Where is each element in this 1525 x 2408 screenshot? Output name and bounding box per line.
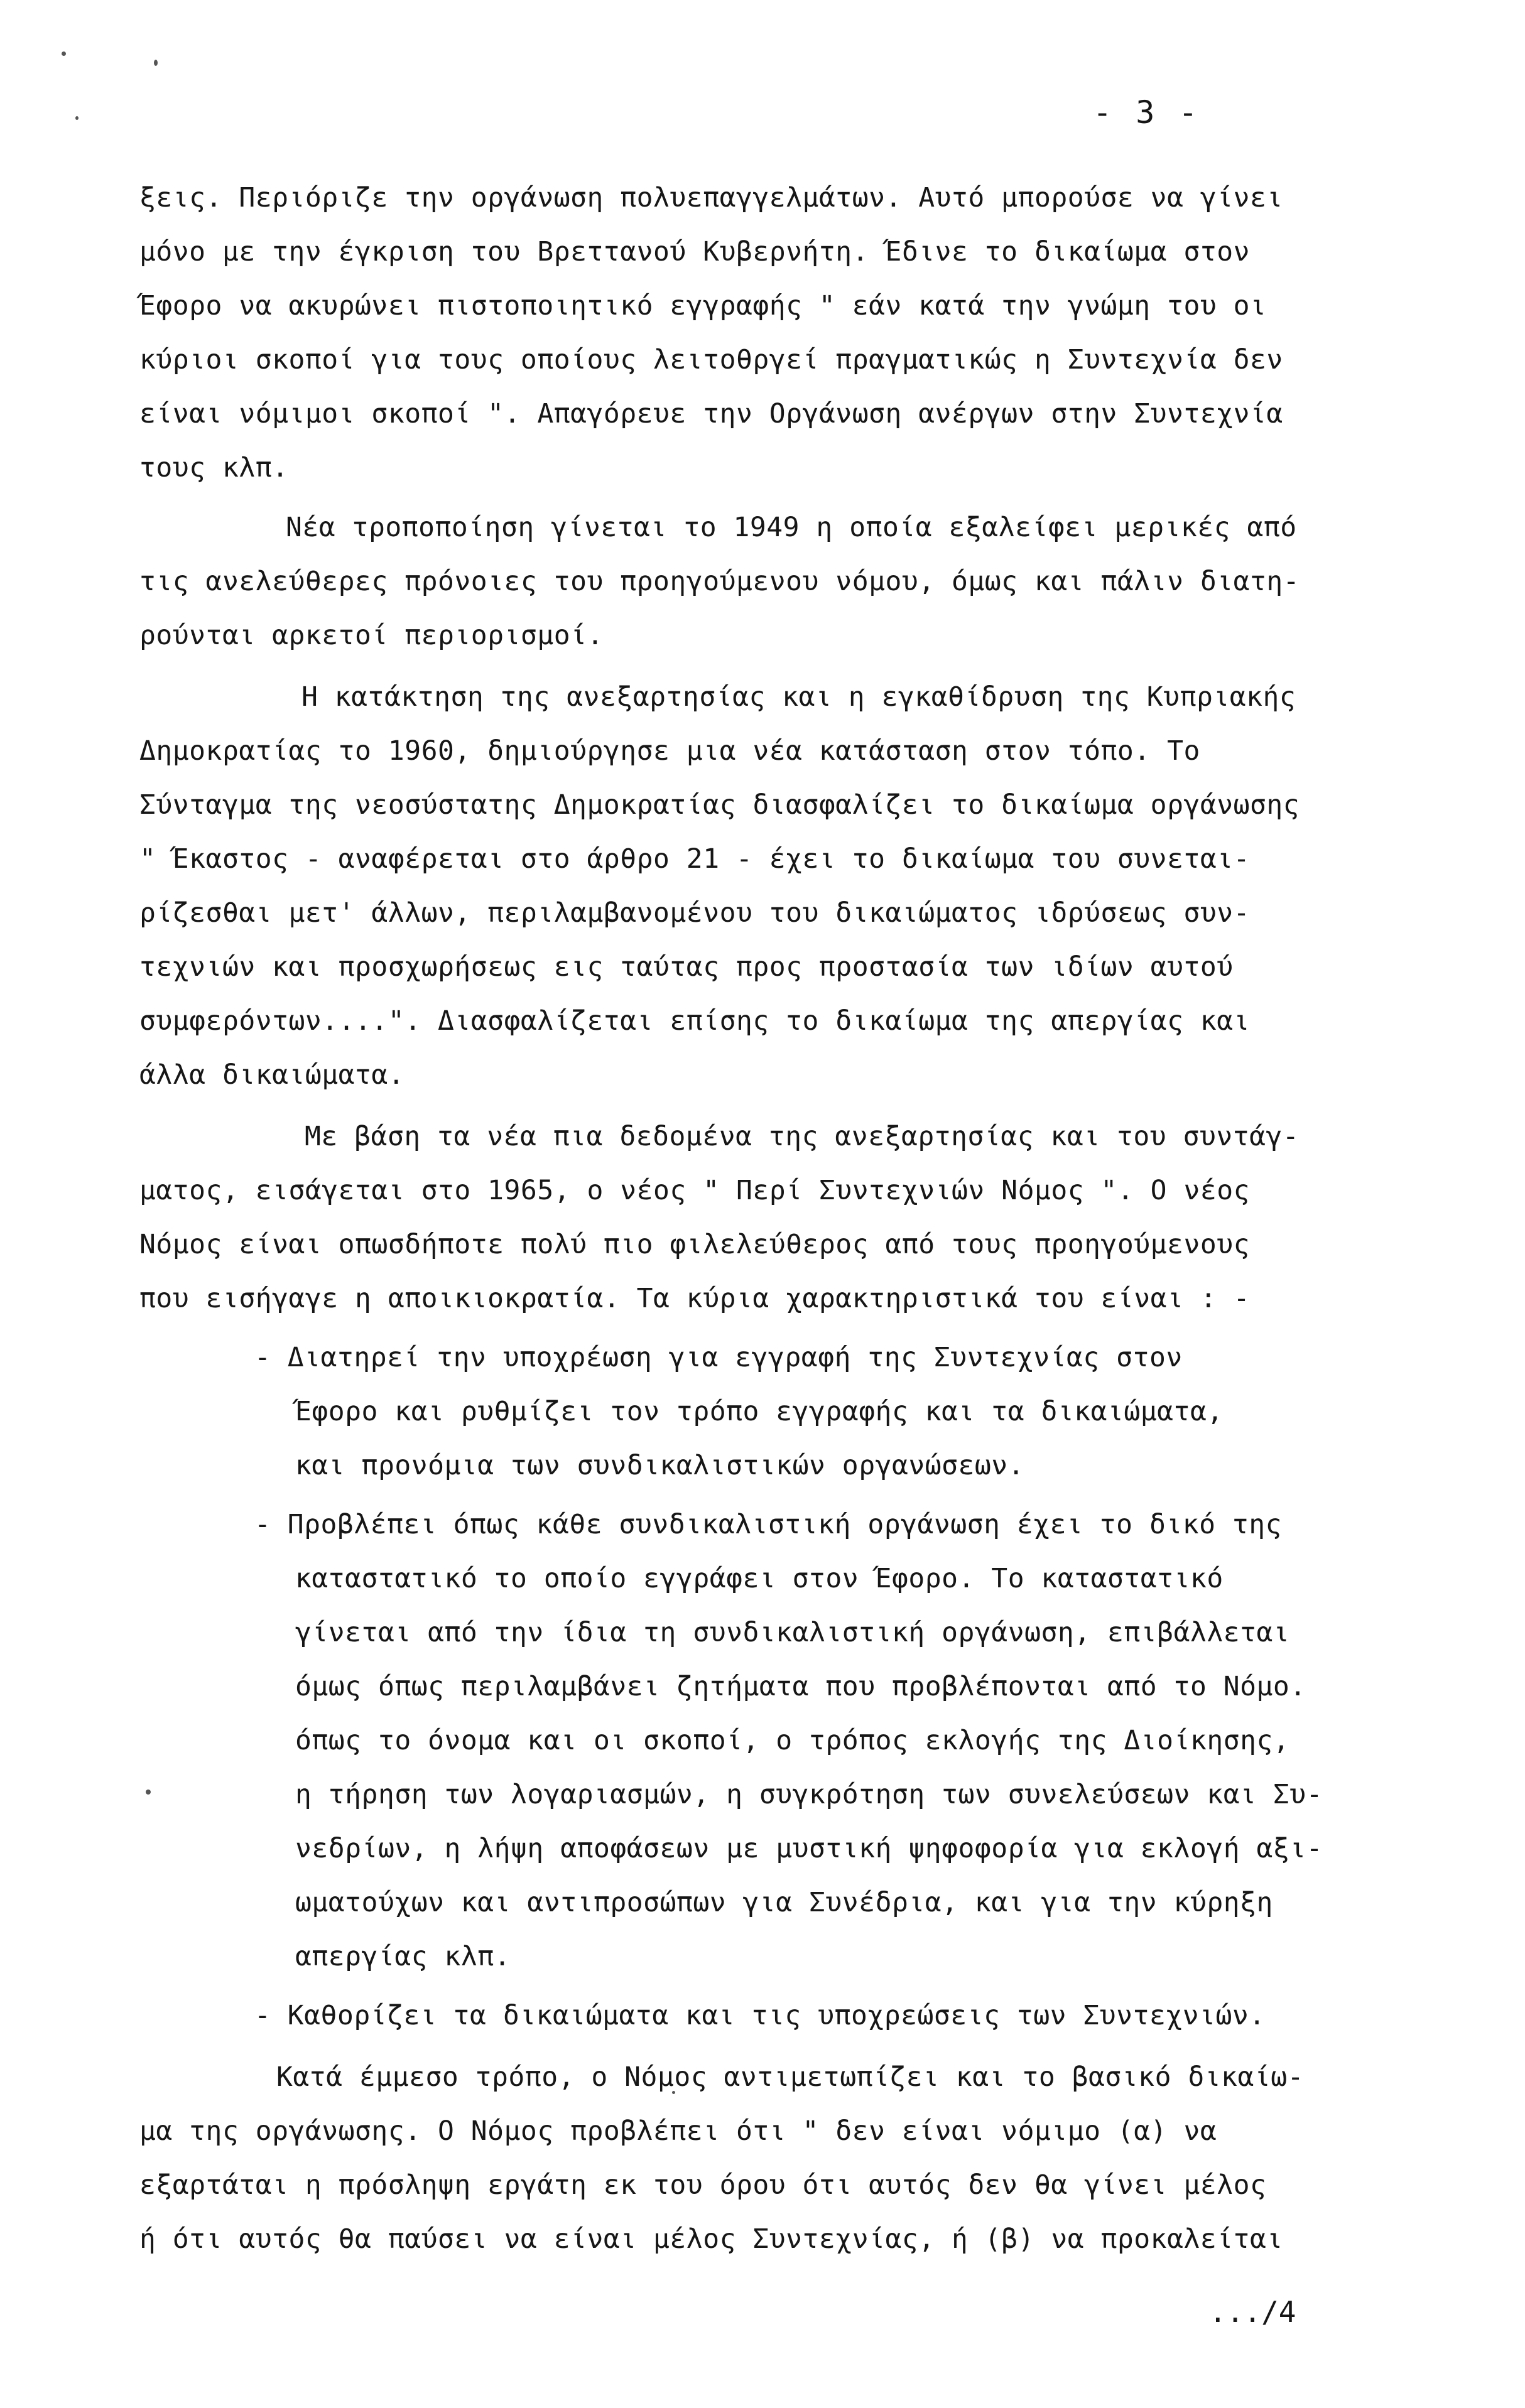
text-line: - Διατηρεί την υποχρέωση για εγγραφή της Συντεχνίας στον	[254, 1342, 1183, 1373]
text-line: τις ανελεύθερες πρόνοιες του προηγούμενου νόμου, όμως και πάλιν διατη-	[139, 566, 1300, 597]
text-line: ρούνται αρκετοί περιορισμοί.	[139, 620, 604, 651]
text-line: είναι νόμιμοι σκοποί ". Απαγόρευε την Οργάνωση ανέργων στην Συντεχνία	[139, 398, 1283, 429]
text-line: ρίζεσθαι μετ' άλλων, περιλαμβανομένου του δικαιώματος ιδρύσεως συν-	[139, 897, 1251, 929]
continuation-marker: .../4	[1209, 2295, 1296, 2329]
text-line: τεχνιών και προσχωρήσεως εις ταύτας προς προστασία των ιδίων αυτού	[139, 951, 1234, 983]
text-line: Έφορο και ρυθμίζει τον τρόπο εγγραφής και τα δικαιώματα,	[295, 1396, 1224, 1427]
text-line: Η κατάκτηση της ανεξαρτησίας και η εγκαθίδρυση της Κυπριακής	[301, 681, 1296, 713]
page-number: - 3 -	[1093, 94, 1200, 131]
text-line: καταστατικό το οποίο εγγράφει στον Έφορο. Το καταστατικό	[295, 1563, 1224, 1594]
text-line: ξεις. Περιόριζε την οργάνωση πολυεπαγγελμάτων. Αυτό μπορούσε να γίνει	[139, 182, 1283, 213]
text-line: κύριοι σκοποί για τους οποίους λειτοθργεί πραγματικώς η Συντεχνία δεν	[139, 344, 1283, 375]
text-line: Σύνταγμα της νεοσύστατης Δημοκρατίας διασφαλίζει το δικαίωμα οργάνωσης	[139, 789, 1300, 821]
text-line: εξαρτάται η πρόσληψη εργάτη εκ του όρου ότι αυτός δεν θα γίνει μέλος	[139, 2169, 1267, 2201]
text-line: απεργίας κλπ.	[295, 1941, 511, 1972]
text-line: μόνο με την έγκριση του Βρεττανού Κυβερνήτη. Έδινε το δικαίωμα στον	[139, 236, 1251, 267]
text-line: Με βάση τα νέα πια δεδομένα της ανεξαρτησίας και του συντάγ-	[305, 1121, 1300, 1152]
text-line: γίνεται από την ίδια τη συνδικαλιστική οργάνωση, επιβάλλεται	[295, 1617, 1290, 1648]
text-line: η τήρηση των λογαριασμών, η συγκρότηση των συνελεύσεων και Συ-	[295, 1779, 1323, 1810]
scan-speck	[154, 60, 158, 66]
text-line: Κατά έμμεσο τρόπο, ο Νόμος αντιμετωπίζει και το βασικό δικαίω-	[276, 2061, 1305, 2093]
text-line: Δημοκρατίας το 1960, δημιούργησε μια νέα κατάσταση στον τόπο. Το	[139, 735, 1200, 767]
text-line: τους κλπ.	[139, 452, 289, 483]
text-line: μα της οργάνωσης. Ο Νόμος προβλέπει ότι " δεν είναι νόμιμο (α) να	[139, 2115, 1217, 2147]
text-line: " Έκαστος - αναφέρεται στο άρθρο 21 - έχει το δικαίωμα του συνεται-	[139, 843, 1251, 875]
text-line: που εισήγαγε η αποικιοκρατία. Τα κύρια χαρακτηριστικά του είναι : -	[139, 1283, 1251, 1314]
text-line: Νέα τροποποίηση γίνεται το 1949 η οποία εξαλείφει μερικές από	[286, 512, 1297, 543]
text-line: ματος, εισάγεται στο 1965, ο νέος " Περί Συντεχνιών Νόμος ". Ο νέος	[139, 1175, 1251, 1206]
scan-speck	[146, 1790, 151, 1795]
text-line: συμφερόντων....". Διασφαλίζεται επίσης το δικαίωμα της απεργίας και	[139, 1005, 1251, 1037]
text-line: Έφορο να ακυρώνει πιστοποιητικό εγγραφής " εάν κατά την γνώμη του οι	[139, 290, 1267, 321]
text-line: άλλα δικαιώματα.	[139, 1059, 405, 1091]
text-line: όπως το όνομα και οι σκοποί, ο τρόπος εκλογής της Διοίκησης,	[295, 1725, 1290, 1756]
text-line: ωματούχων και αντιπροσώπων για Συνέδρια, και για την κύρηξη	[295, 1887, 1273, 1918]
text-line: νεδρίων, η λήψη αποφάσεων με μυστική ψηφοφορία για εκλογή αξι-	[295, 1833, 1323, 1864]
scan-speck	[75, 116, 79, 120]
text-line: ή ότι αυτός θα παύσει να είναι μέλος Συντεχνίας, ή (β) να προκαλείται	[139, 2223, 1283, 2255]
scan-speck	[62, 51, 66, 56]
text-line: και προνόμια των συνδικαλιστικών οργανώσεων.	[295, 1450, 1025, 1481]
text-line: - Καθορίζει τα δικαιώματα και τις υποχρεώσεις των Συντεχνιών.	[254, 2000, 1266, 2031]
text-line: Νόμος είναι οπωσδήποτε πολύ πιο φιλελεύθερος από τους προηγούμενους	[139, 1229, 1251, 1260]
text-line: - Προβλέπει όπως κάθε συνδικαλιστική οργάνωση έχει το δικό της	[254, 1509, 1283, 1540]
text-line: όμως όπως περιλαμβάνει ζητήματα που προβλέπονται από το Νόμο.	[295, 1671, 1306, 1702]
